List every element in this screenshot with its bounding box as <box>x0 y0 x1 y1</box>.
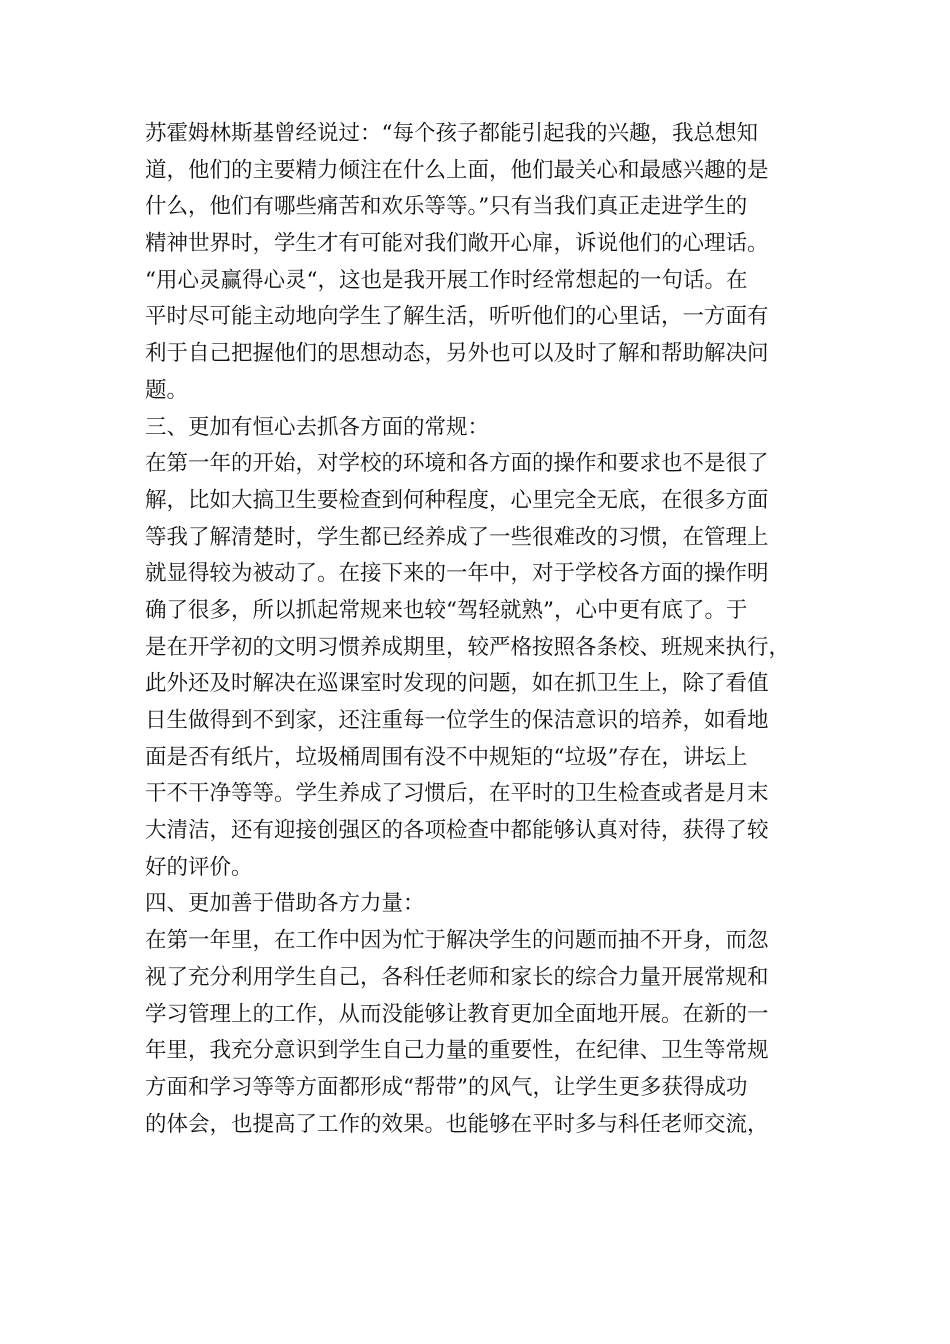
text-line: 道，他们的主要精力倾注在什么上面，他们最关心和最感兴趣的是 <box>145 157 769 183</box>
section-heading: 三、更加有恒心去抓各方面的常规： <box>145 414 490 440</box>
text-line: 的体会，也提高了工作的效果。也能够在平时多与科任老师交流， <box>145 1111 769 1137</box>
text-line: 是在开学初的文明习惯养成期里，较严格按照各条校、班规来执行， <box>145 634 791 660</box>
text-line: 日生做得到不到家，还注重每一位学生的保洁意识的培养，如看地 <box>145 708 769 733</box>
text-line: 年里，我充分意识到学生自己力量的重要性，在纪律、卫生等常规 <box>145 1038 769 1064</box>
text-line: 题。 <box>145 377 189 403</box>
document-body <box>145 116 805 1143</box>
text-line: 方面和学习等等方面都形成“帮带”的风气，让学生更多获得成功 <box>145 1074 748 1100</box>
text-line: 苏霍姆林斯基曾经说过：“每个孩子都能引起我的兴趣，我总想知 <box>145 121 758 146</box>
text-line: 平时尽可能主动地向学生了解生活，听听他们的心里话，一方面有 <box>145 304 769 330</box>
text-line: 学习管理上的工作，从而没能够让教育更加全面地开展。在新的一 <box>145 1001 769 1027</box>
text-line: 就显得较为被动了。在接下来的一年中，对于学校各方面的操作明 <box>145 561 769 587</box>
text-line: 面是否有纸片，垃圾桶周围有没不中规矩的“垃圾”存在，讲坛上 <box>145 744 748 770</box>
text-line: 视了充分利用学生自己，各科任老师和家长的综合力量开展常规和 <box>145 964 769 990</box>
text-line: 在第一年里，在工作中因为忙于解决学生的问题而抽不开身，而忽 <box>145 928 769 954</box>
text-line: 干不干净等等。学生养成了习惯后，在平时的卫生检查或者是月末 <box>145 781 769 807</box>
text-line: 解，比如大搞卫生要检查到何种程度，心里完全无底，在很多方面 <box>145 487 769 513</box>
text-line: 好的评价。 <box>145 854 253 880</box>
text-line: 精神世界时，学生才有可能对我们敞开心扉，诉说他们的心理话。 <box>145 231 769 257</box>
text-line: 什么，他们有哪些痛苦和欢乐等等。”只有当我们真正走进学生的 <box>145 194 748 220</box>
text-line: 大清洁，还有迎接创强区的各项检查中都能够认真对待，获得了较 <box>145 818 769 844</box>
text-line: 确了很多，所以抓起常规来也较“驾轻就熟”，心中更有底了。于 <box>145 597 748 623</box>
text-line: “用心灵赢得心灵“，这也是我开展工作时经常想起的一句话。在 <box>145 267 748 293</box>
section-heading: 四、更加善于借助各方力量： <box>145 891 425 917</box>
text-line: 此外还及时解决在巡课室时发现的问题，如在抓卫生上，除了看值 <box>145 671 769 697</box>
text-line: 在第一年的开始，对学校的环境和各方面的操作和要求也不是很了 <box>145 451 769 477</box>
text-line: 利于自己把握他们的思想动态，另外也可以及时了解和帮助解决问 <box>145 341 769 367</box>
text-line: 等我了解清楚时，学生都已经养成了一些很难改的习惯，在管理上 <box>145 524 769 550</box>
